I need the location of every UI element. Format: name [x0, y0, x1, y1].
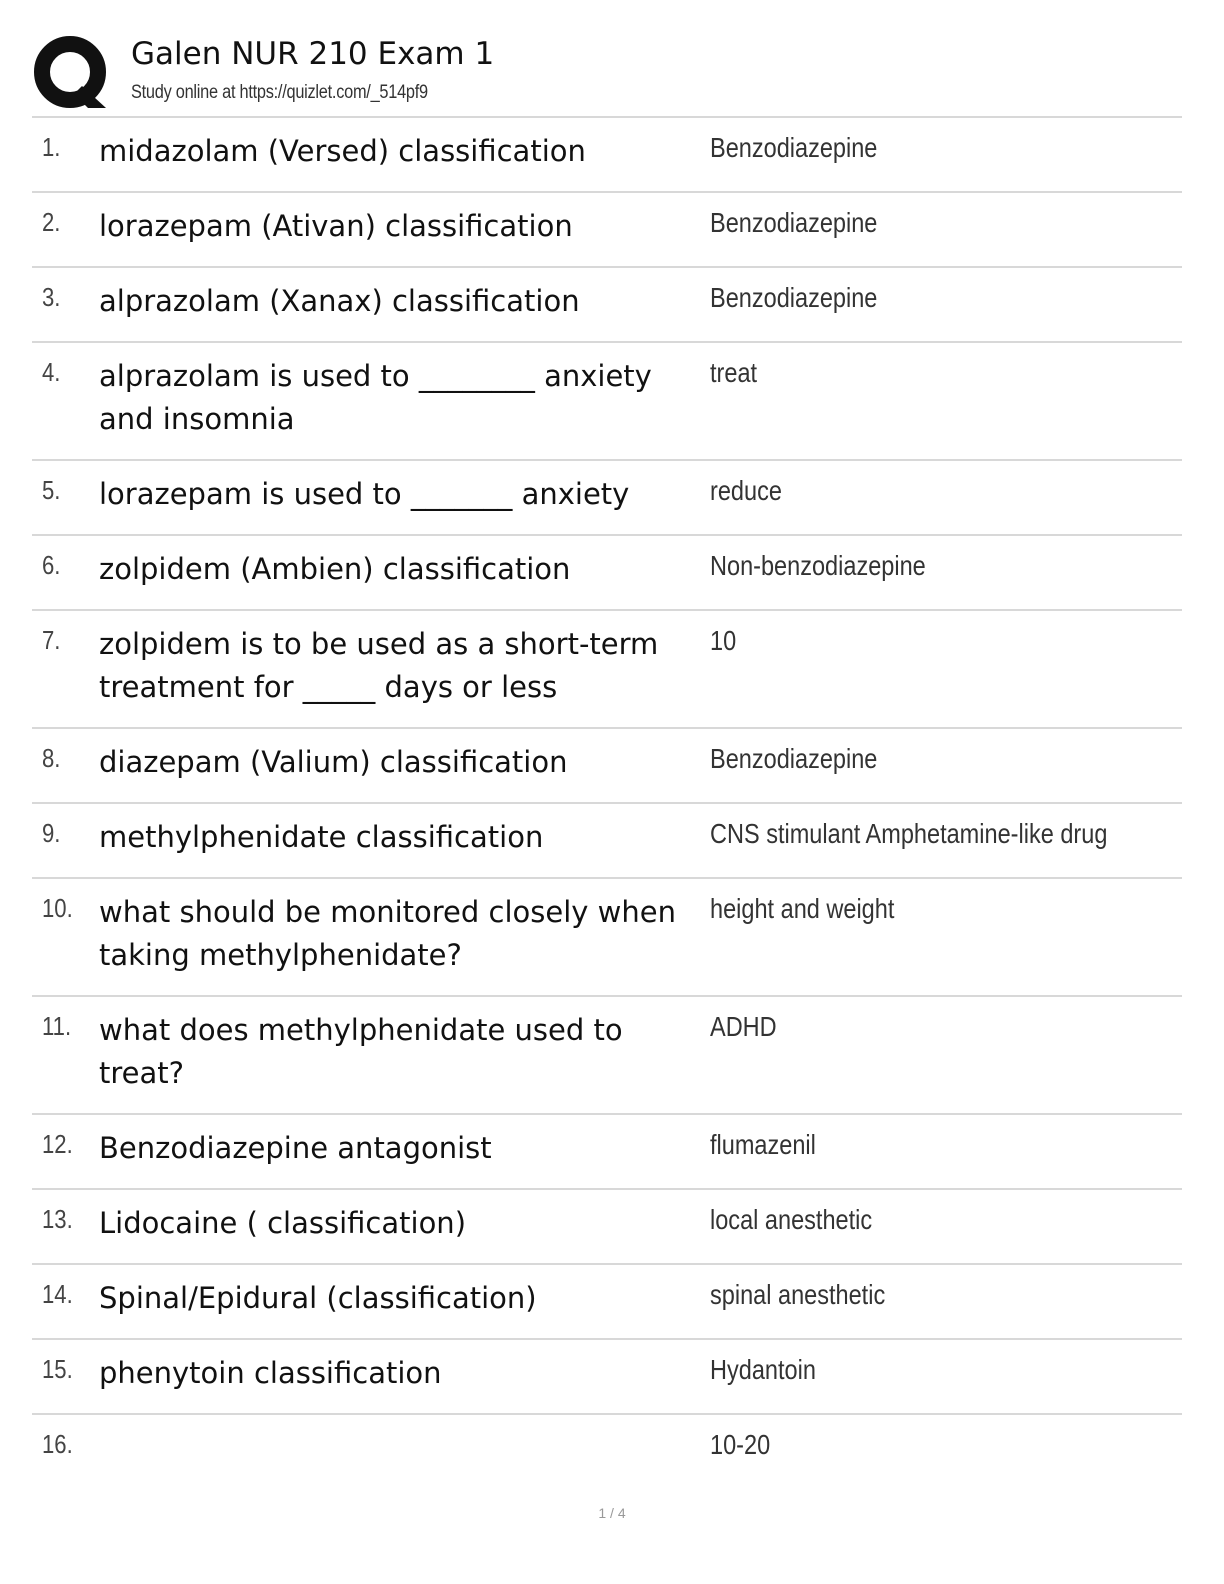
flashcard-row: [32, 1265, 1182, 1340]
card-number: 15.: [42, 1354, 73, 1384]
card-number: 7.: [42, 625, 61, 655]
card-definition: 10: [710, 625, 737, 656]
card-definition: Benzodiazepine: [710, 743, 878, 774]
card-definition: Benzodiazepine: [710, 207, 878, 238]
card-term: Lidocaine ( classification): [99, 1206, 467, 1240]
card-definition: spinal anesthetic: [710, 1279, 886, 1310]
card-term: diazepam (Valium) classification: [99, 745, 568, 779]
card-definition: 10-20: [710, 1429, 771, 1460]
flashcard-list: [32, 118, 1182, 1490]
document-title: Galen NUR 210 Exam 1: [131, 36, 495, 72]
card-number: 8.: [42, 743, 61, 773]
card-definition: Non-benzodiazepine: [710, 550, 926, 581]
page-number: 1 / 4: [598, 1505, 626, 1521]
flashcard-row: [32, 879, 1182, 997]
card-number: 5.: [42, 475, 61, 505]
card-term: lorazepam (Ativan) classification: [99, 209, 573, 243]
card-definition: height and weight: [710, 893, 895, 924]
card-definition: treat: [710, 357, 758, 388]
card-term: Spinal/Epidural (classification): [99, 1281, 537, 1315]
card-number: 4.: [42, 357, 61, 387]
flashcard-row: [32, 343, 1182, 461]
flashcard-row: [32, 729, 1182, 804]
card-number: 9.: [42, 818, 61, 848]
card-definition: Benzodiazepine: [710, 282, 878, 313]
card-definition: local anesthetic: [710, 1204, 873, 1235]
flashcard-row: [32, 268, 1182, 343]
card-number: 6.: [42, 550, 61, 580]
card-number: 3.: [42, 282, 61, 312]
card-definition: flumazenil: [710, 1129, 816, 1160]
card-definition: Benzodiazepine: [710, 132, 878, 163]
page-header: [32, 30, 1182, 116]
card-term: what does methylphenidate used to treat?: [99, 1013, 623, 1090]
study-online-link[interactable]: Study online at https://quizlet.com/_514pf9: [131, 82, 428, 103]
card-term: lorazepam is used to _______ anxiety: [99, 477, 630, 511]
card-term: what should be monitored closely when taking methylphenidate?: [99, 895, 676, 972]
flashcard-row: [32, 1415, 1182, 1490]
card-number: 10.: [42, 893, 73, 923]
flashcard-row: [32, 536, 1182, 611]
card-number: 2.: [42, 207, 61, 237]
card-number: 16.: [42, 1429, 73, 1459]
flashcard-row: [32, 461, 1182, 536]
card-term: zolpidem is to be used as a short-term treatment for _____ days or less: [99, 627, 659, 704]
card-definition: Hydantoin: [710, 1354, 816, 1385]
card-number: 12.: [42, 1129, 73, 1159]
card-number: 1.: [42, 132, 61, 162]
card-term: phenytoin classification: [99, 1356, 442, 1390]
card-number: 11.: [42, 1011, 72, 1041]
flashcard-row: [32, 1190, 1182, 1265]
card-term: methylphenidate classification: [99, 820, 544, 854]
card-term: Benzodiazepine antagonist: [99, 1131, 492, 1165]
card-term: alprazolam is used to ________ anxiety and insomnia: [99, 359, 652, 436]
flashcard-row: [32, 118, 1182, 193]
card-term: alprazolam (Xanax) classification: [99, 284, 580, 318]
flashcard-row: [32, 1340, 1182, 1415]
card-term: zolpidem (Ambien) classification: [99, 552, 571, 586]
card-number: 14.: [42, 1279, 73, 1309]
flashcard-row: [32, 997, 1182, 1115]
card-definition: reduce: [710, 475, 782, 506]
quizlet-logo-icon: [32, 32, 112, 112]
card-definition: CNS stimulant Amphetamine-like drug: [710, 818, 1108, 849]
card-definition: ADHD: [710, 1011, 777, 1042]
card-number: 13.: [42, 1204, 73, 1234]
flashcard-row: [32, 193, 1182, 268]
flashcard-row: [32, 1115, 1182, 1190]
flashcard-row: [32, 804, 1182, 879]
card-term: midazolam (Versed) classification: [99, 134, 586, 168]
flashcard-row: [32, 611, 1182, 729]
